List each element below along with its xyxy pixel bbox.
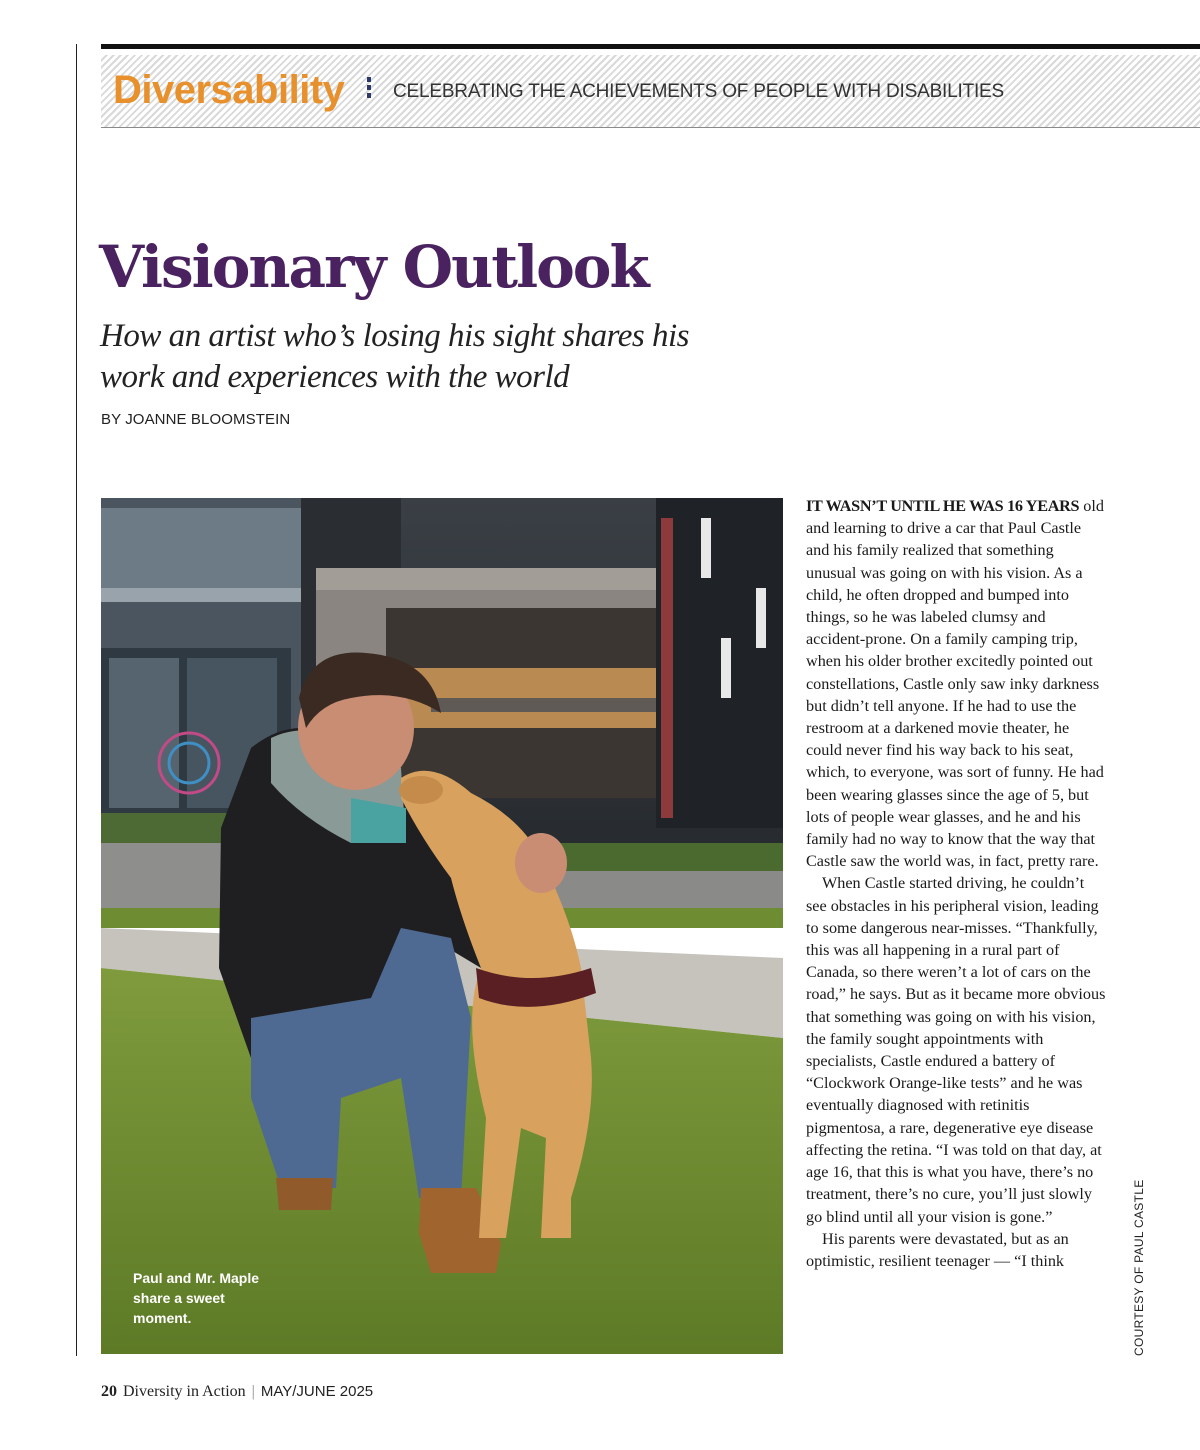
- article-subtitle: How an artist who’s losing his sight shares his work and experiences with the world: [100, 318, 689, 395]
- page-footer: [101, 1383, 373, 1401]
- article-title: Visionary Outlook: [99, 233, 648, 301]
- lead-in: IT WASN’T UNTIL HE WAS 16 YEARS: [806, 497, 1080, 515]
- page-number: 20: [101, 1383, 117, 1400]
- body-paragraph-3: His parents were devastated, but as an optimistic, resilient teenager — “I think: [806, 1229, 1069, 1270]
- photo-caption: Paul and Mr. Maple share a sweet moment.: [133, 1270, 260, 1326]
- article-byline: BY JOANNE BLOOMSTEIN: [101, 411, 291, 428]
- section-brand: Diversability: [113, 68, 345, 112]
- issue-date: MAY/JUNE 2025: [260, 1383, 374, 1400]
- left-margin-rule: [76, 44, 77, 1356]
- body-paragraph-1: [806, 495, 1106, 872]
- paragraph-text: old and learning to drive a car that Paul Castle and his family realized that something unusual was going on with his vision. As a child, he often dropped and bumped into things, so he was labeled clumsy and accident-prone. On a family camping trip, when his older brother excitedly pointed out constellations, Castle only saw inky darkness but didn’t tell anyone. If he had to use the restroom at a darkened movie theater, he could never find his way back to his seat, which, to everyone, was sort of funny. He had been wearing glasses since the age of 5, but lots of people wear glasses, and he and his family had no way to know that the way that Castle saw the world was, in fact, pretty rare.: [806, 497, 1104, 871]
- photo-credit: COURTESY OF PAUL CASTLE: [1132, 1179, 1146, 1356]
- article-body: [806, 495, 1106, 1272]
- article-photo: [101, 498, 783, 1354]
- banner-divider-dots-icon: [367, 77, 373, 107]
- section-banner: [101, 55, 1200, 128]
- section-tagline: CELEBRATING THE ACHIEVEMENTS OF PEOPLE WITH DISABILITIES: [393, 81, 1005, 102]
- footer-separator: |: [251, 1383, 255, 1400]
- header-top-bar: [101, 44, 1200, 49]
- body-paragraph-2: When Castle started driving, he couldn’t see obstacles in his peripheral vision, leading to some dangerous near-misses. “Thankfully, this was all happening in a rural part of Canada, so there weren’t a lot of cars on the road,” he says. But as it became more obvious that something was going on with his vision, the family sought appointments with specialists, Castle endured a battery of “Clockwork Orange-like tests” and he was eventually diagnosed with retinitis pigmentosa, a rare, degenerative eye disease affecting the retina. “I was told on that day, at age 16, that this is what you have, there’s no treatment, there’s no cure, you’ll just slowly go blind until all your vision is gone.”: [806, 874, 1106, 1226]
- publication-name: Diversity in Action: [123, 1383, 246, 1400]
